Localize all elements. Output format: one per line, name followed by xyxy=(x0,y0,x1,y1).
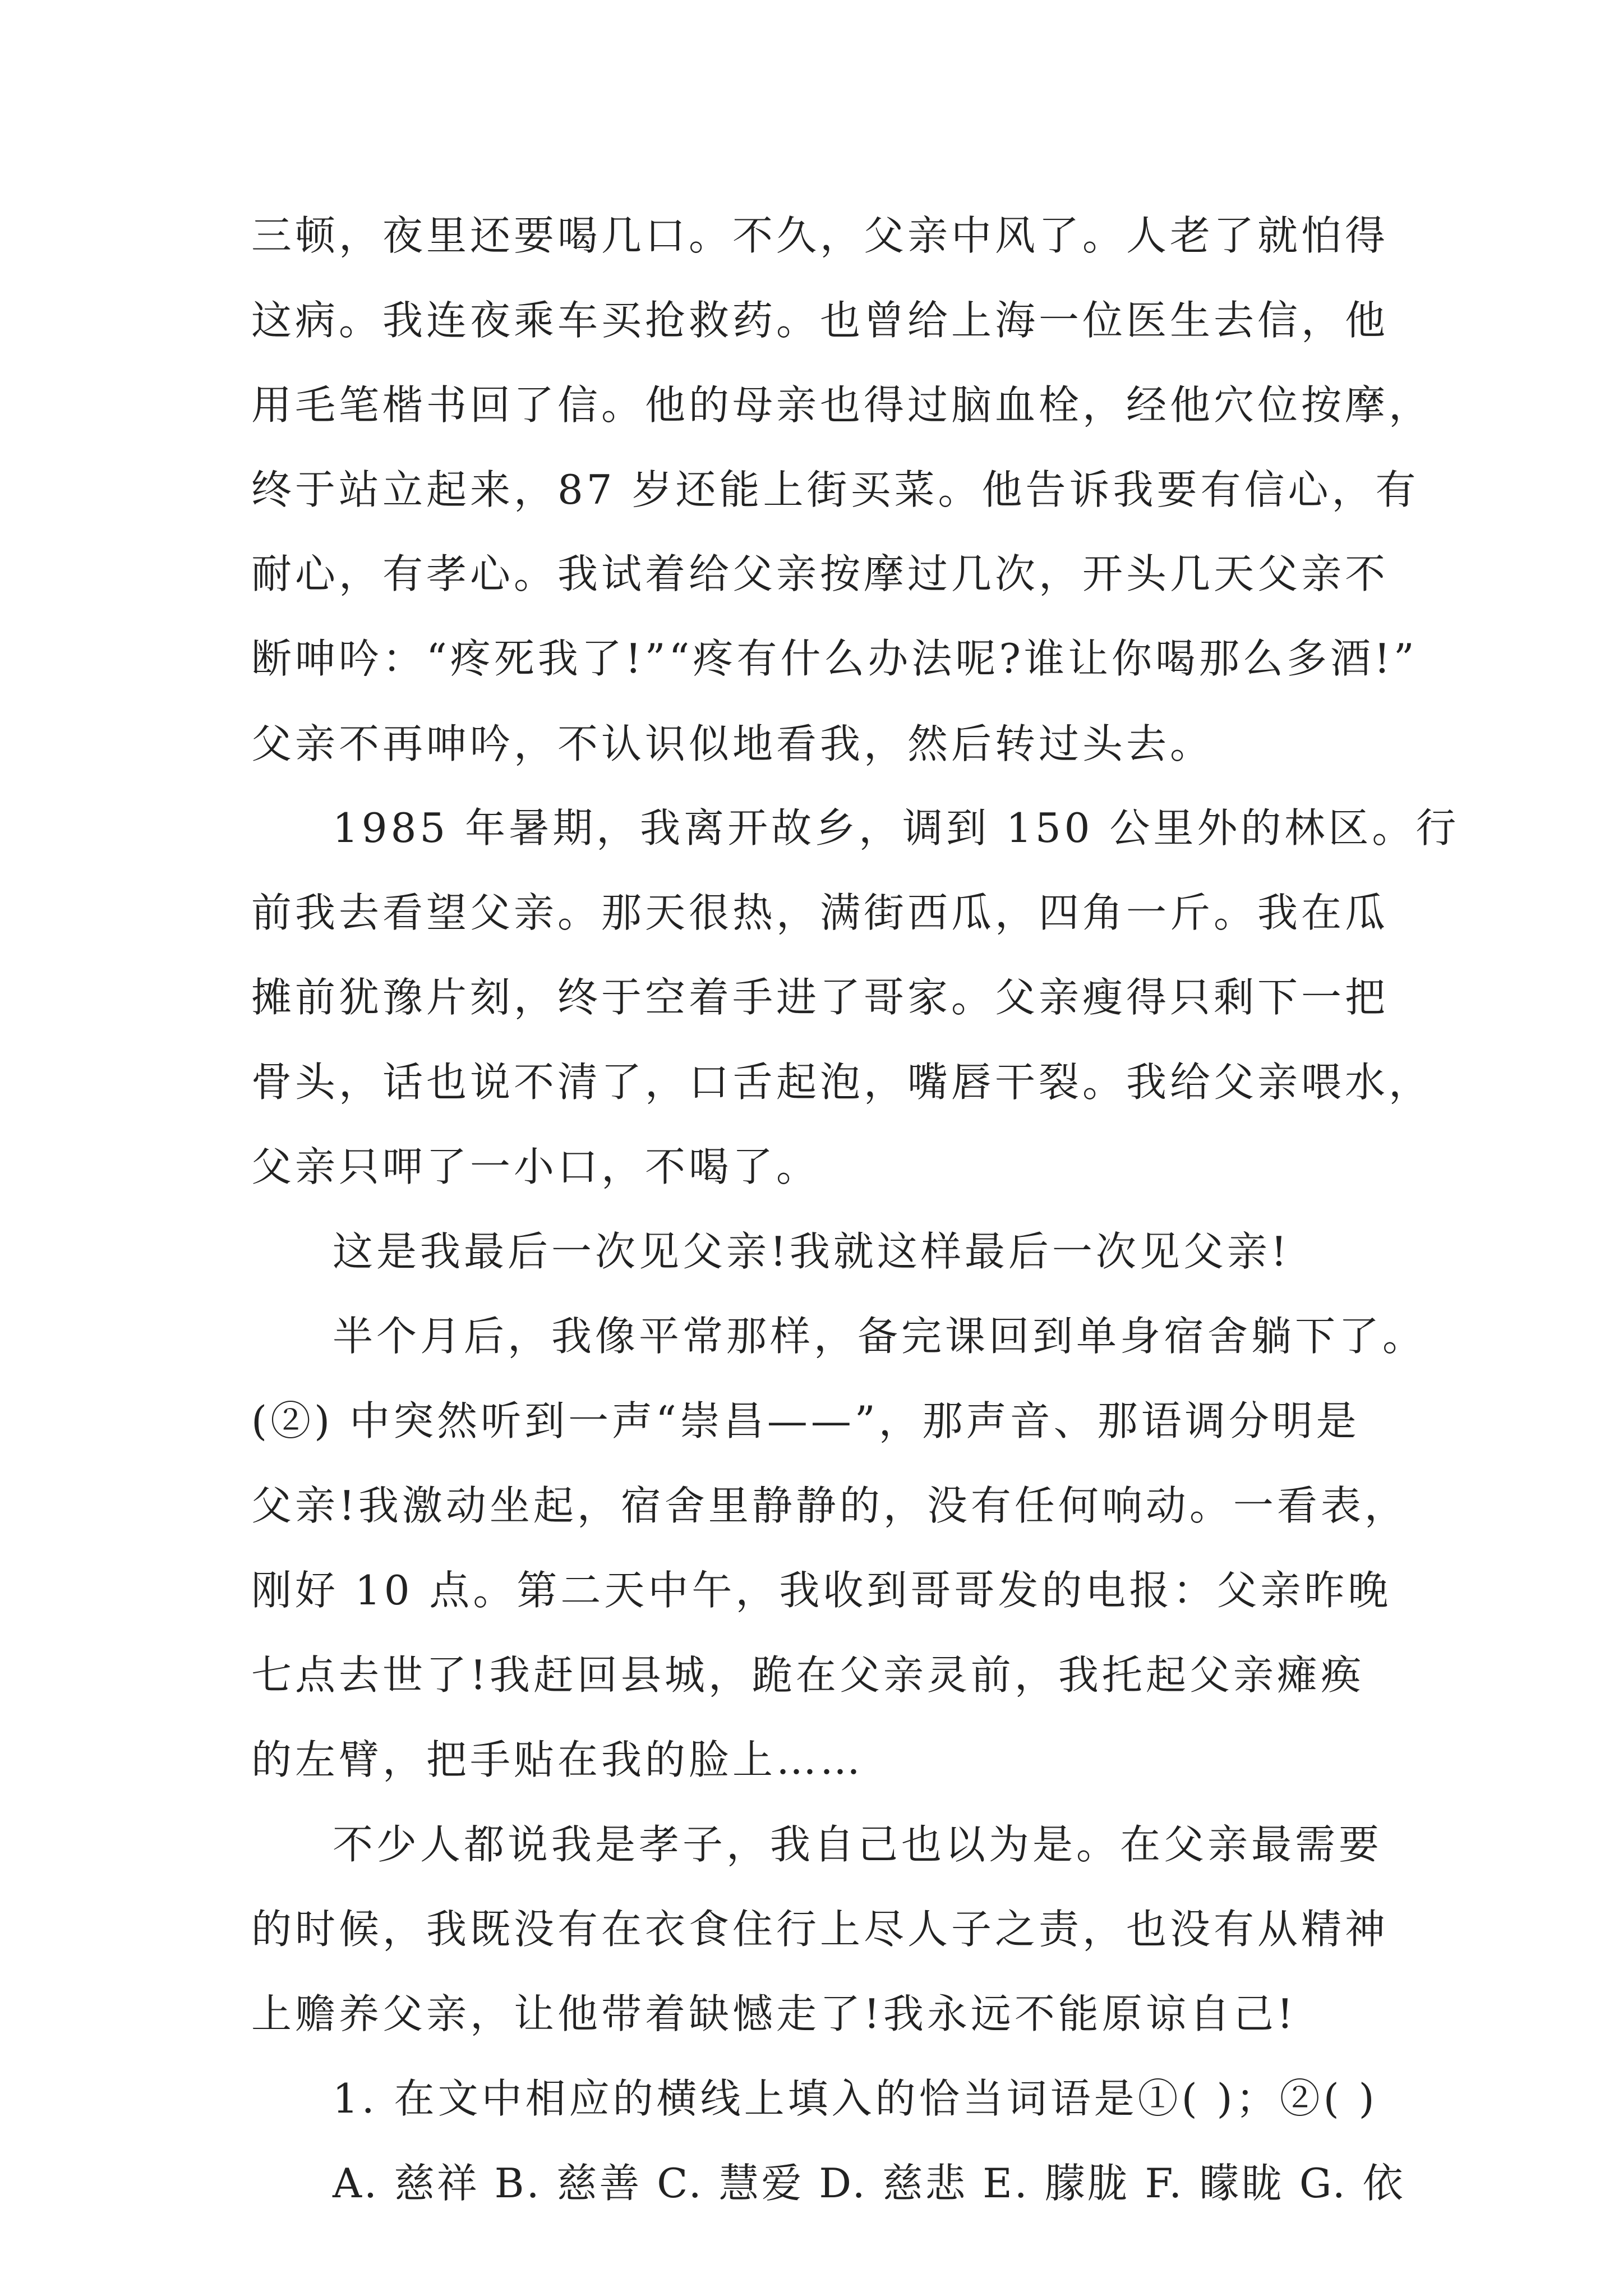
text-line: 1985 年暑期，我离开故乡，调到 150 公里外的林区。行 xyxy=(333,804,1460,852)
text-line: 摊前犹豫片刻，终于空着手进了哥家。父亲瘦得只剩下一把 xyxy=(251,974,1389,1021)
text-line: 耐心，有孝心。我试着给父亲按摩过几次，开头几天父亲不 xyxy=(251,550,1389,597)
text-line: 三顿，夜里还要喝几口。不久，父亲中风了。人老了就怕得 xyxy=(251,212,1389,259)
text-line: 父亲不再呻吟，不认识似地看我，然后转过头去。 xyxy=(251,720,1214,767)
text-line: 这病。我连夜乘车买抢救药。也曾给上海一位医生去信，他 xyxy=(251,297,1389,344)
text-line: 的左臂，把手贴在我的脸上…… xyxy=(251,1736,864,1783)
text-line: (②) 中突然听到一声“崇昌——”，那声音、那语调分明是 xyxy=(251,1397,1360,1444)
text-line: 不少人都说我是孝子，我自己也以为是。在父亲最需要 xyxy=(333,1821,1383,1868)
text-line: 的时候，我既没有在衣食住行上尽人子之责，也没有从精神 xyxy=(251,1906,1389,1953)
answer-options: A. 慈祥 B. 慈善 C. 慧爱 D. 慈悲 E. 朦胧 F. 矇眬 G. 依 xyxy=(333,2160,1405,2207)
text-line: 骨头，话也说不清了，口舌起泡，嘴唇干裂。我给父亲喂水， xyxy=(251,1059,1433,1106)
text-line: 父亲只呷了一小口，不喝了。 xyxy=(251,1143,820,1190)
text-line: 用毛笔楷书回了信。他的母亲也得过脑血栓，经他穴位按摩， xyxy=(251,381,1433,429)
text-line: 终于站立起来，87 岁还能上街买菜。他告诉我要有信心，有 xyxy=(251,466,1419,513)
question-line: 1. 在文中相应的横线上填入的恰当词语是①( )；②( ) xyxy=(333,2075,1378,2122)
text-line: 这是我最后一次见父亲!我就这样最后一次见父亲! xyxy=(333,1228,1290,1275)
text-line: 刚好 10 点。第二天中午，我收到哥哥发的电报：父亲昨晚 xyxy=(251,1567,1392,1614)
text-line: 前我去看望父亲。那天很热，满街西瓜，四角一斤。我在瓜 xyxy=(251,889,1389,936)
text-line: 断呻吟：“疼死我了!”“疼有什么办法呢?谁让你喝那么多酒!” xyxy=(251,635,1418,682)
text-line: 七点去世了!我赶回县城，跪在父亲灵前，我托起父亲瘫痪 xyxy=(251,1651,1364,1699)
text-line: 上赡养父亲，让他带着缺憾走了!我永远不能原谅自己! xyxy=(251,1990,1297,2037)
text-line: 半个月后，我像平常那样，备完课回到单身宿舍躺下了。 xyxy=(333,1313,1427,1360)
text-line: 父亲!我激动坐起，宿舍里静静的，没有任何响动。一看表， xyxy=(251,1482,1408,1529)
